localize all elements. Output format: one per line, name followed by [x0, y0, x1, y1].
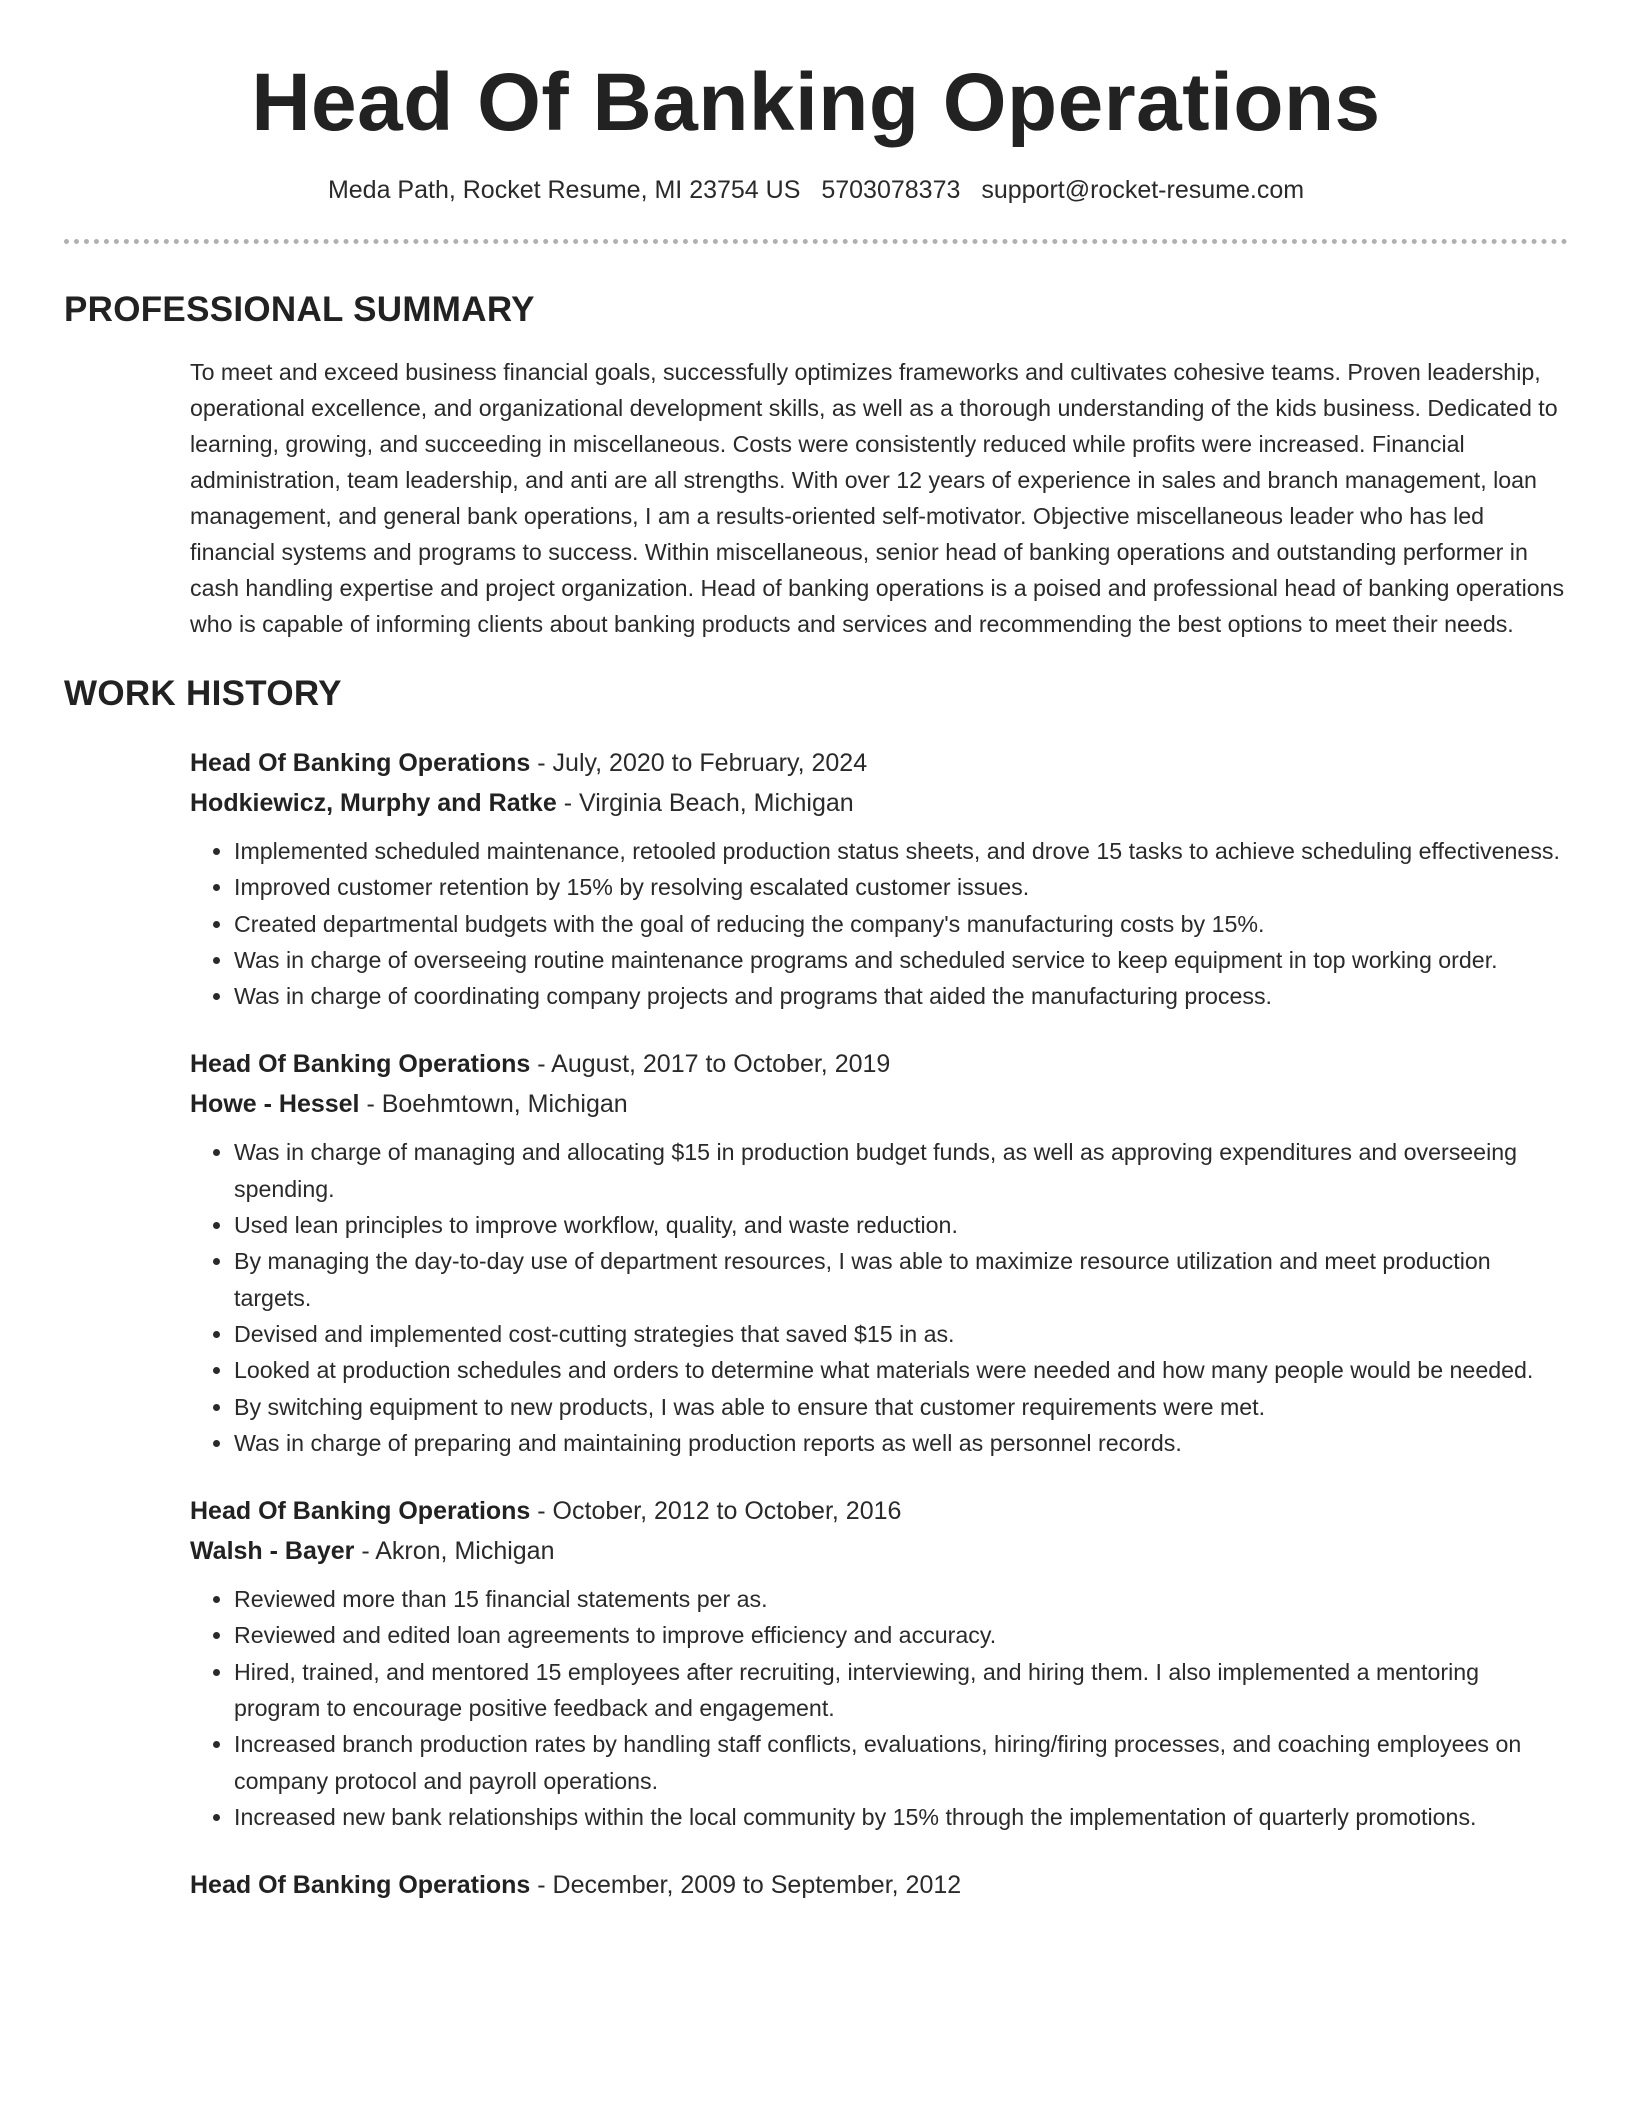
contact-line [64, 176, 1568, 205]
job-bullet: • Was in charge of coordinating company projects and programs that aided the manufacturing process. [234, 978, 1568, 1014]
job-bullet: • Was in charge of overseeing routine maintenance programs and scheduled service to keep equipment in top working order. [234, 942, 1568, 978]
job-entry [190, 1491, 1568, 1835]
job-location: - Virginia Beach, Michigan [556, 789, 854, 817]
job-title-line [190, 743, 1568, 783]
job-bullet: • By managing the day-to-day use of department resources, I was able to maximize resource utilization and meet production targets. [234, 1243, 1568, 1316]
job-title-line [190, 1044, 1568, 1084]
job-bullet: • Hired, trained, and mentored 15 employees after recruiting, interviewing, and hiring them. I also implemented a mentoring program to encourage positive feedback and engagement. [234, 1654, 1568, 1727]
job-title: Head Of Banking Operations [190, 1497, 531, 1526]
job-bullet: • Reviewed more than 15 financial statements per as. [234, 1581, 1568, 1617]
job-company: Walsh - Bayer [190, 1537, 355, 1566]
job-bullets [190, 1581, 1568, 1835]
job-company: Howe - Hessel [190, 1090, 360, 1119]
job-bullets [190, 1134, 1568, 1461]
contact-phone: 5703078373 [821, 176, 961, 204]
job-title: Head Of Banking Operations [190, 1050, 531, 1079]
job-entry [190, 1865, 1568, 1905]
job-dates: - July, 2020 to February, 2024 [530, 749, 868, 777]
job-bullet: • Increased new bank relationships within the local community by 15% through the implementation of quarterly promotions. [234, 1799, 1568, 1835]
job-title-line [190, 1491, 1568, 1531]
job-company-line [190, 1531, 1568, 1571]
work-history-list [190, 743, 1568, 1905]
job-bullet: • Implemented scheduled maintenance, retooled production status sheets, and drove 15 tasks to achieve scheduling effectiveness. [234, 833, 1568, 869]
summary-text: To meet and exceed business financial goals, successfully optimizes frameworks and cultivates cohesive teams. Proven leadership, operational excellence, and organizational development skills, as well as a thorough understanding of the kids business. Dedicated to learning, growing, and succeeding in miscellaneous. Costs were consistently reduced while profits were increased. Financial administration, team leadership, and anti are all strengths. With over 12 years of experience in sales and branch management, loan management, and general bank operations, I am a results-oriented self-motivator. Objective miscellaneous leader who has led financial systems and programs to success. Within miscellaneous, senior head of banking operations and outstanding performer in cash handling expertise and project organization. Head of banking operations is a poised and professional head of banking operations who is capable of informing clients about banking products and services and recommending the best options to meet their needs. [190, 359, 1565, 637]
job-bullet: • Was in charge of preparing and maintaining production reports as well as personnel records. [234, 1425, 1568, 1461]
job-dates: - October, 2012 to October, 2016 [530, 1497, 902, 1526]
job-title-line [190, 1865, 1568, 1905]
contact-email: support@rocket-resume.com [981, 176, 1305, 204]
job-location: - Akron, Michigan [354, 1537, 555, 1566]
job-bullet: • Looked at production schedules and orders to determine what materials were needed and how many people would be needed. [234, 1352, 1568, 1388]
resume-title: Head Of Banking Operations [251, 57, 1381, 148]
header-divider [64, 239, 1568, 244]
job-dates: - December, 2009 to September, 2012 [530, 1871, 962, 1900]
job-entry [190, 1044, 1568, 1461]
job-bullet: • Reviewed and edited loan agreements to improve efficiency and accuracy. [234, 1617, 1568, 1653]
job-bullet: • Was in charge of managing and allocating $15 in production budget funds, as well as approving expenditures and overseeing spending. [234, 1134, 1568, 1207]
job-entry [190, 743, 1568, 1014]
job-title: Head Of Banking Operations [190, 749, 531, 777]
job-bullet: • Increased branch production rates by handling staff conflicts, evaluations, hiring/firing processes, and coaching employees on company protocol and payroll operations. [234, 1726, 1568, 1799]
job-dates: - August, 2017 to October, 2019 [530, 1050, 891, 1079]
job-bullet: • Created departmental budgets with the goal of reducing the company's manufacturing costs by 15%. [234, 906, 1568, 942]
job-location: - Boehmtown, Michigan [359, 1090, 628, 1119]
job-bullet: • Improved customer retention by 15% by resolving escalated customer issues. [234, 869, 1568, 905]
job-bullets [190, 833, 1568, 1014]
job-bullet: • By switching equipment to new products, I was able to ensure that customer requirements were met. [234, 1389, 1568, 1425]
job-bullet: • Used lean principles to improve workflow, quality, and waste reduction. [234, 1207, 1568, 1243]
work-history-heading: WORK HISTORY [64, 674, 342, 713]
job-bullet: • Devised and implemented cost-cutting strategies that saved $15 in as. [234, 1316, 1568, 1352]
summary-heading: PROFESSIONAL SUMMARY [64, 290, 535, 329]
contact-address: Meda Path, Rocket Resume, MI 23754 US [327, 176, 801, 204]
job-title: Head Of Banking Operations [190, 1871, 531, 1900]
job-company-line [190, 783, 1568, 823]
job-company: Hodkiewicz, Murphy and Ratke [190, 789, 557, 817]
job-company-line [190, 1084, 1568, 1124]
